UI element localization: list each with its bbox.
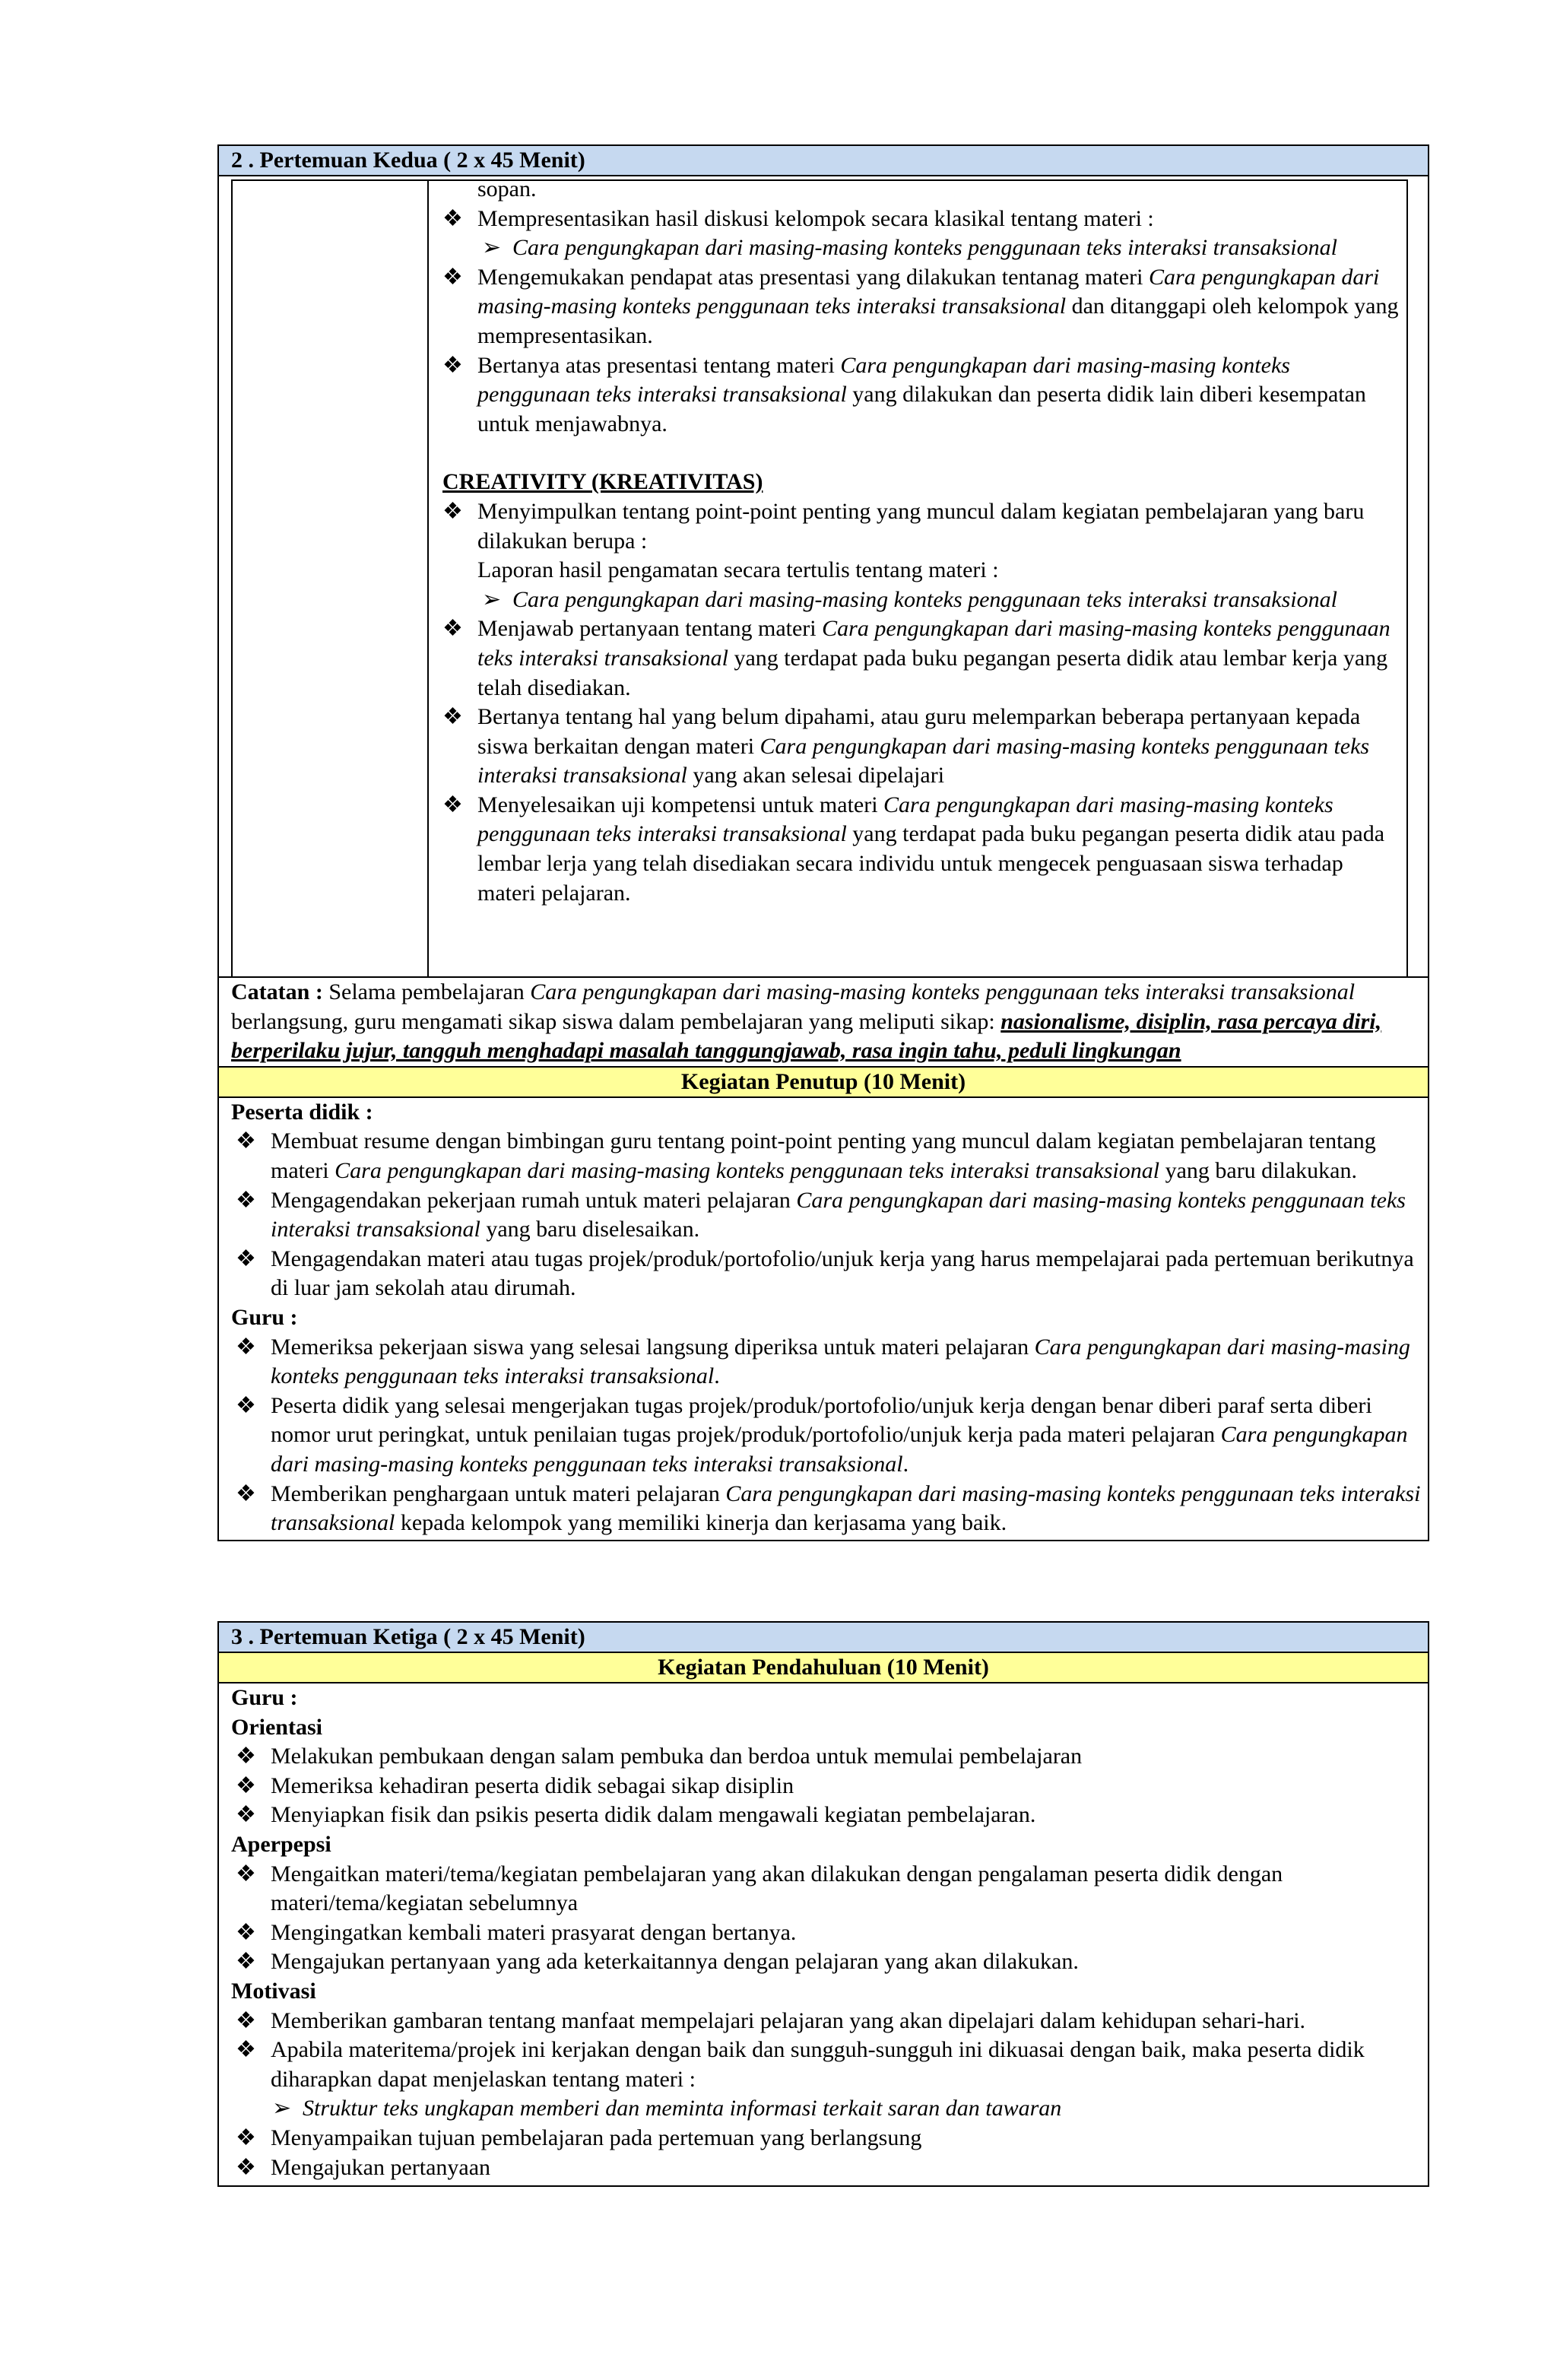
opening-activity-body xyxy=(219,1683,1428,2185)
list-item: ➢ Struktur teks ungkapan memberi dan meminta informasi terkait saran dan tawaran xyxy=(219,2094,1428,2124)
diamond-bullet-icon: ❖ xyxy=(236,2037,256,2063)
list-item: ❖ Peserta didik yang selesai mengerjakan tugas projek/produk/portofolio/unjuk kerja dengan benar diberi paraf serta diberi nomor urut peringkat, untuk penilaian tugas projek/produk/portofolio/unjuk kerja pada materi pelajaran Cara pengungkapan dari masing-masing konteks penggunaan teks interaksi transaksional. xyxy=(236,1392,1408,1477)
diamond-bullet-icon: ❖ xyxy=(442,498,463,524)
list-item: ❖ Mengagendakan materi atau tugas projek/produk/portofolio/unjuk kerja yang harus mempelajarai pada pertemuan berikutnya di luar jam sekolah atau dirumah. xyxy=(236,1246,1414,1301)
meeting-2-table xyxy=(217,144,1429,1541)
list-item: ❖ Bertanya tentang hal yang belum dipahami, atau guru melemparkan beberapa pertanyaan kepada siswa berkaitan dengan materi Cara pengungkapan dari masing-masing konteks penggunaan teks interaksi transaksional yang akan selesai dipelajari xyxy=(442,704,1370,789)
list-item: ❖ Membuat resume dengan bimbingan guru tentang point-point penting yang muncul dalam kegiatan pembelajaran tentang materi Cara pengungkapan dari masing-masing konteks penggunaan teks interaksi transaksional yang baru dilakukan. xyxy=(236,1128,1376,1183)
list-item: ❖ Mengagendakan pekerjaan rumah untuk materi pelajaran Cara pengungkapan dari masing-masing konteks penggunaan teks interaksi transaksional yang baru diselesaikan. xyxy=(236,1187,1406,1242)
guru-label: Guru : xyxy=(231,1685,298,1710)
opening-activity-header: Kegiatan Pendahuluan (10 Menit) xyxy=(219,1653,1428,1683)
laporan-text: Laporan hasil pengamatan secara tertulis tentang materi : xyxy=(477,557,999,583)
diamond-bullet-icon: ❖ xyxy=(236,1246,256,1271)
arrow-bullet-icon: ➢ xyxy=(482,586,502,612)
list-item: ❖ Bertanya atas presentasi tentang materi Cara pengungkapan dari masing-masing konteks penggunaan teks interaksi transaksional yang dilakukan dan peserta didik lain diberi kesempatan untuk menjawabnya. xyxy=(442,352,1366,436)
list-item: ➢ Cara pengungkapan dari masing-masing konteks penggunaan teks interaksi transaksional xyxy=(429,233,1406,263)
meeting-3-header: 3 . Pertemuan Ketiga ( 2 x 45 Menit) xyxy=(219,1623,1428,1653)
diamond-bullet-icon: ❖ xyxy=(236,1949,256,1975)
list-item: ❖ Memeriksa pekerjaan siswa yang selesai langsung diperiksa untuk materi pelajaran Cara pengungkapan dari masing-masing konteks penggunaan teks interaksi transaksional. xyxy=(236,1334,1410,1389)
catatan-note: Catatan : Selama pembelajaran Cara pengungkapan dari masing-masing konteks penggunaan teks interaksi transaksional berlangsung, guru mengamati sikap siswa dalam pembelajaran yang meliputi sikap: nasionalisme, disiplin, rasa percaya diri, berperilaku jujur, tangguh menghadapi masalah tanggungjawab, rasa ingin tahu, peduli lingkungan xyxy=(219,976,1428,1066)
list-item: ➢ Cara pengungkapan dari masing-masing konteks penggunaan teks interaksi transaksional xyxy=(429,585,1406,615)
diamond-bullet-icon: ❖ xyxy=(442,704,463,730)
motivasi-heading: Motivasi xyxy=(231,1978,316,2004)
diamond-bullet-icon: ❖ xyxy=(236,1187,256,1213)
arrow-bullet-icon: ➢ xyxy=(482,235,502,261)
list-item: ❖ Memberikan penghargaan untuk materi pelajaran Cara pengungkapan dari masing-masing konteks penggunaan teks interaksi transaksional kepada kelompok yang memiliki kinerja dan kerjasama yang baik. xyxy=(236,1480,1421,1536)
guru-label: Guru : xyxy=(231,1304,298,1330)
peserta-didik-label: Peserta didik : xyxy=(231,1099,373,1125)
creativity-list xyxy=(429,497,1406,908)
diamond-bullet-icon: ❖ xyxy=(236,1861,256,1887)
list-item: ❖ Memeriksa kehadiran peserta didik sebagai sikap disiplin xyxy=(219,1772,1428,1801)
diamond-bullet-icon: ❖ xyxy=(236,1744,256,1769)
meeting-2-header: 2 . Pertemuan Kedua ( 2 x 45 Menit) xyxy=(219,146,1428,176)
presentation-list xyxy=(429,205,1406,440)
closing-activity-body xyxy=(219,1098,1428,1540)
list-item: ❖ Mengajukan pertanyaan yang ada keterkaitannya dengan pelajaran yang akan dilakukan. xyxy=(219,1947,1428,1977)
diamond-bullet-icon: ❖ xyxy=(442,352,463,378)
list-item: ❖ Mengajukan pertanyaan xyxy=(219,2153,1428,2183)
list-item: ❖ Mengingatkan kembali materi prasyarat dengan bertanya. xyxy=(219,1918,1428,1948)
diamond-bullet-icon: ❖ xyxy=(236,1480,256,1506)
teacher-closing-list xyxy=(219,1333,1428,1538)
diamond-bullet-icon: ❖ xyxy=(236,1919,256,1945)
arrow-bullet-icon: ➢ xyxy=(272,2096,292,2121)
diamond-bullet-icon: ❖ xyxy=(442,616,463,642)
diamond-bullet-icon: ❖ xyxy=(236,1772,256,1798)
activity-right-cell xyxy=(429,176,1406,976)
list-item: ❖ Mempresentasikan hasil diskusi kelompok secara klasikal tentang materi : ➢ Cara pengungkapan dari masing-masing konteks penggunaan teks interaksi transaksional xyxy=(429,205,1406,263)
closing-activity-header: Kegiatan Penutup (10 Menit) xyxy=(219,1066,1428,1098)
motivasi-list xyxy=(219,2007,1428,2183)
list-item: ❖ Menyimpulkan tentang point-point penting yang muncul dalam kegiatan pembelajaran yang baru dilakukan berupa : Laporan hasil pengamatan secara tertulis tentang materi : ➢ Cara pengungkapan dari masing-masing konteks penggunaan teks interaksi transaksional xyxy=(429,497,1406,614)
diamond-bullet-icon: ❖ xyxy=(442,792,463,817)
list-item: ❖ Mengaitkan materi/tema/kegiatan pembelajaran yang akan dilakukan dengan pengalaman peserta didik dengan materi/tema/kegiatan sebelumnya xyxy=(236,1861,1283,1916)
list-item: ❖ Memberikan gambaran tentang manfaat mempelajari pelajaran yang akan dipelajari dalam kehidupan sehari-hari. xyxy=(219,2007,1428,2036)
diamond-bullet-icon: ❖ xyxy=(236,2154,256,2180)
catatan-label: Catatan : xyxy=(231,979,323,1004)
apersepsi-heading: Aperpepsi xyxy=(231,1831,331,1857)
diamond-bullet-icon: ❖ xyxy=(236,1334,256,1360)
attitude-list: nasionalisme, disiplin, rasa percaya diri, berperilaku jujur, tangguh menghadapi masalah tanggungjawab, rasa ingin tahu, peduli lingkungan xyxy=(231,1008,1382,1064)
list-item: ❖ Menyiapkan fisik dan psikis peserta didik dalam mengawali kegiatan pembelajaran. xyxy=(219,1801,1428,1830)
meeting-3-table xyxy=(217,1621,1429,2187)
list-item: ❖ Menjawab pertanyaan tentang materi Cara pengungkapan dari masing-masing konteks penggunaan teks interaksi transaksional yang terdapat pada buku pegangan peserta didik atau lembar kerja yang telah disediakan. xyxy=(442,616,1391,700)
apersepsi-list xyxy=(219,1860,1428,1977)
list-item: ❖ Menyelesaikan uji kompetensi untuk materi Cara pengungkapan dari masing-masing konteks penggunaan teks interaksi transaksional yang terdapat pada buku pegangan peserta didik atau pada lembar lerja yang telah disediakan secara individu untuk mengecek penguasaan siswa terhadap materi pelajaran. xyxy=(442,792,1385,906)
list-item: ❖ Melakukan pembukaan dengan salam pembuka dan berdoa untuk memulai pembelajaran xyxy=(219,1742,1428,1772)
activity-row xyxy=(231,176,1408,976)
creativity-heading: CREATIVITY (KREATIVITAS) xyxy=(442,469,763,495)
activity-left-cell xyxy=(233,181,429,976)
list-item: ❖ Apabila materitema/projek ini kerjakan dengan baik dan sungguh-sungguh ini dikuasai dengan baik, maka peserta didik diharapkan dapat menjelaskan tentang materi : ➢ Struktur teks ungkapan memberi dan meminta informasi terkait saran dan tawaran xyxy=(219,2036,1428,2124)
text-sopan: sopan. xyxy=(477,176,537,202)
diamond-bullet-icon: ❖ xyxy=(236,2125,256,2150)
diamond-bullet-icon: ❖ xyxy=(236,2007,256,2033)
list-item: ❖ Menyampaikan tujuan pembelajaran pada pertemuan yang berlangsung xyxy=(219,2124,1428,2153)
orientasi-list xyxy=(219,1742,1428,1830)
list-item: ❖ Mengemukakan pendapat atas presentasi yang dilakukan tentanag materi Cara pengungkapan dari masing-masing konteks penggunaan teks interaksi transaksional dan ditanggapi oleh kelompok yang mempresentasikan. xyxy=(442,264,1399,348)
diamond-bullet-icon: ❖ xyxy=(236,1802,256,1828)
orientasi-heading: Orientasi xyxy=(231,1714,322,1740)
diamond-bullet-icon: ❖ xyxy=(442,264,463,290)
diamond-bullet-icon: ❖ xyxy=(236,1128,256,1154)
diamond-bullet-icon: ❖ xyxy=(236,1392,256,1418)
diamond-bullet-icon: ❖ xyxy=(442,205,463,231)
student-closing-list xyxy=(219,1127,1428,1303)
